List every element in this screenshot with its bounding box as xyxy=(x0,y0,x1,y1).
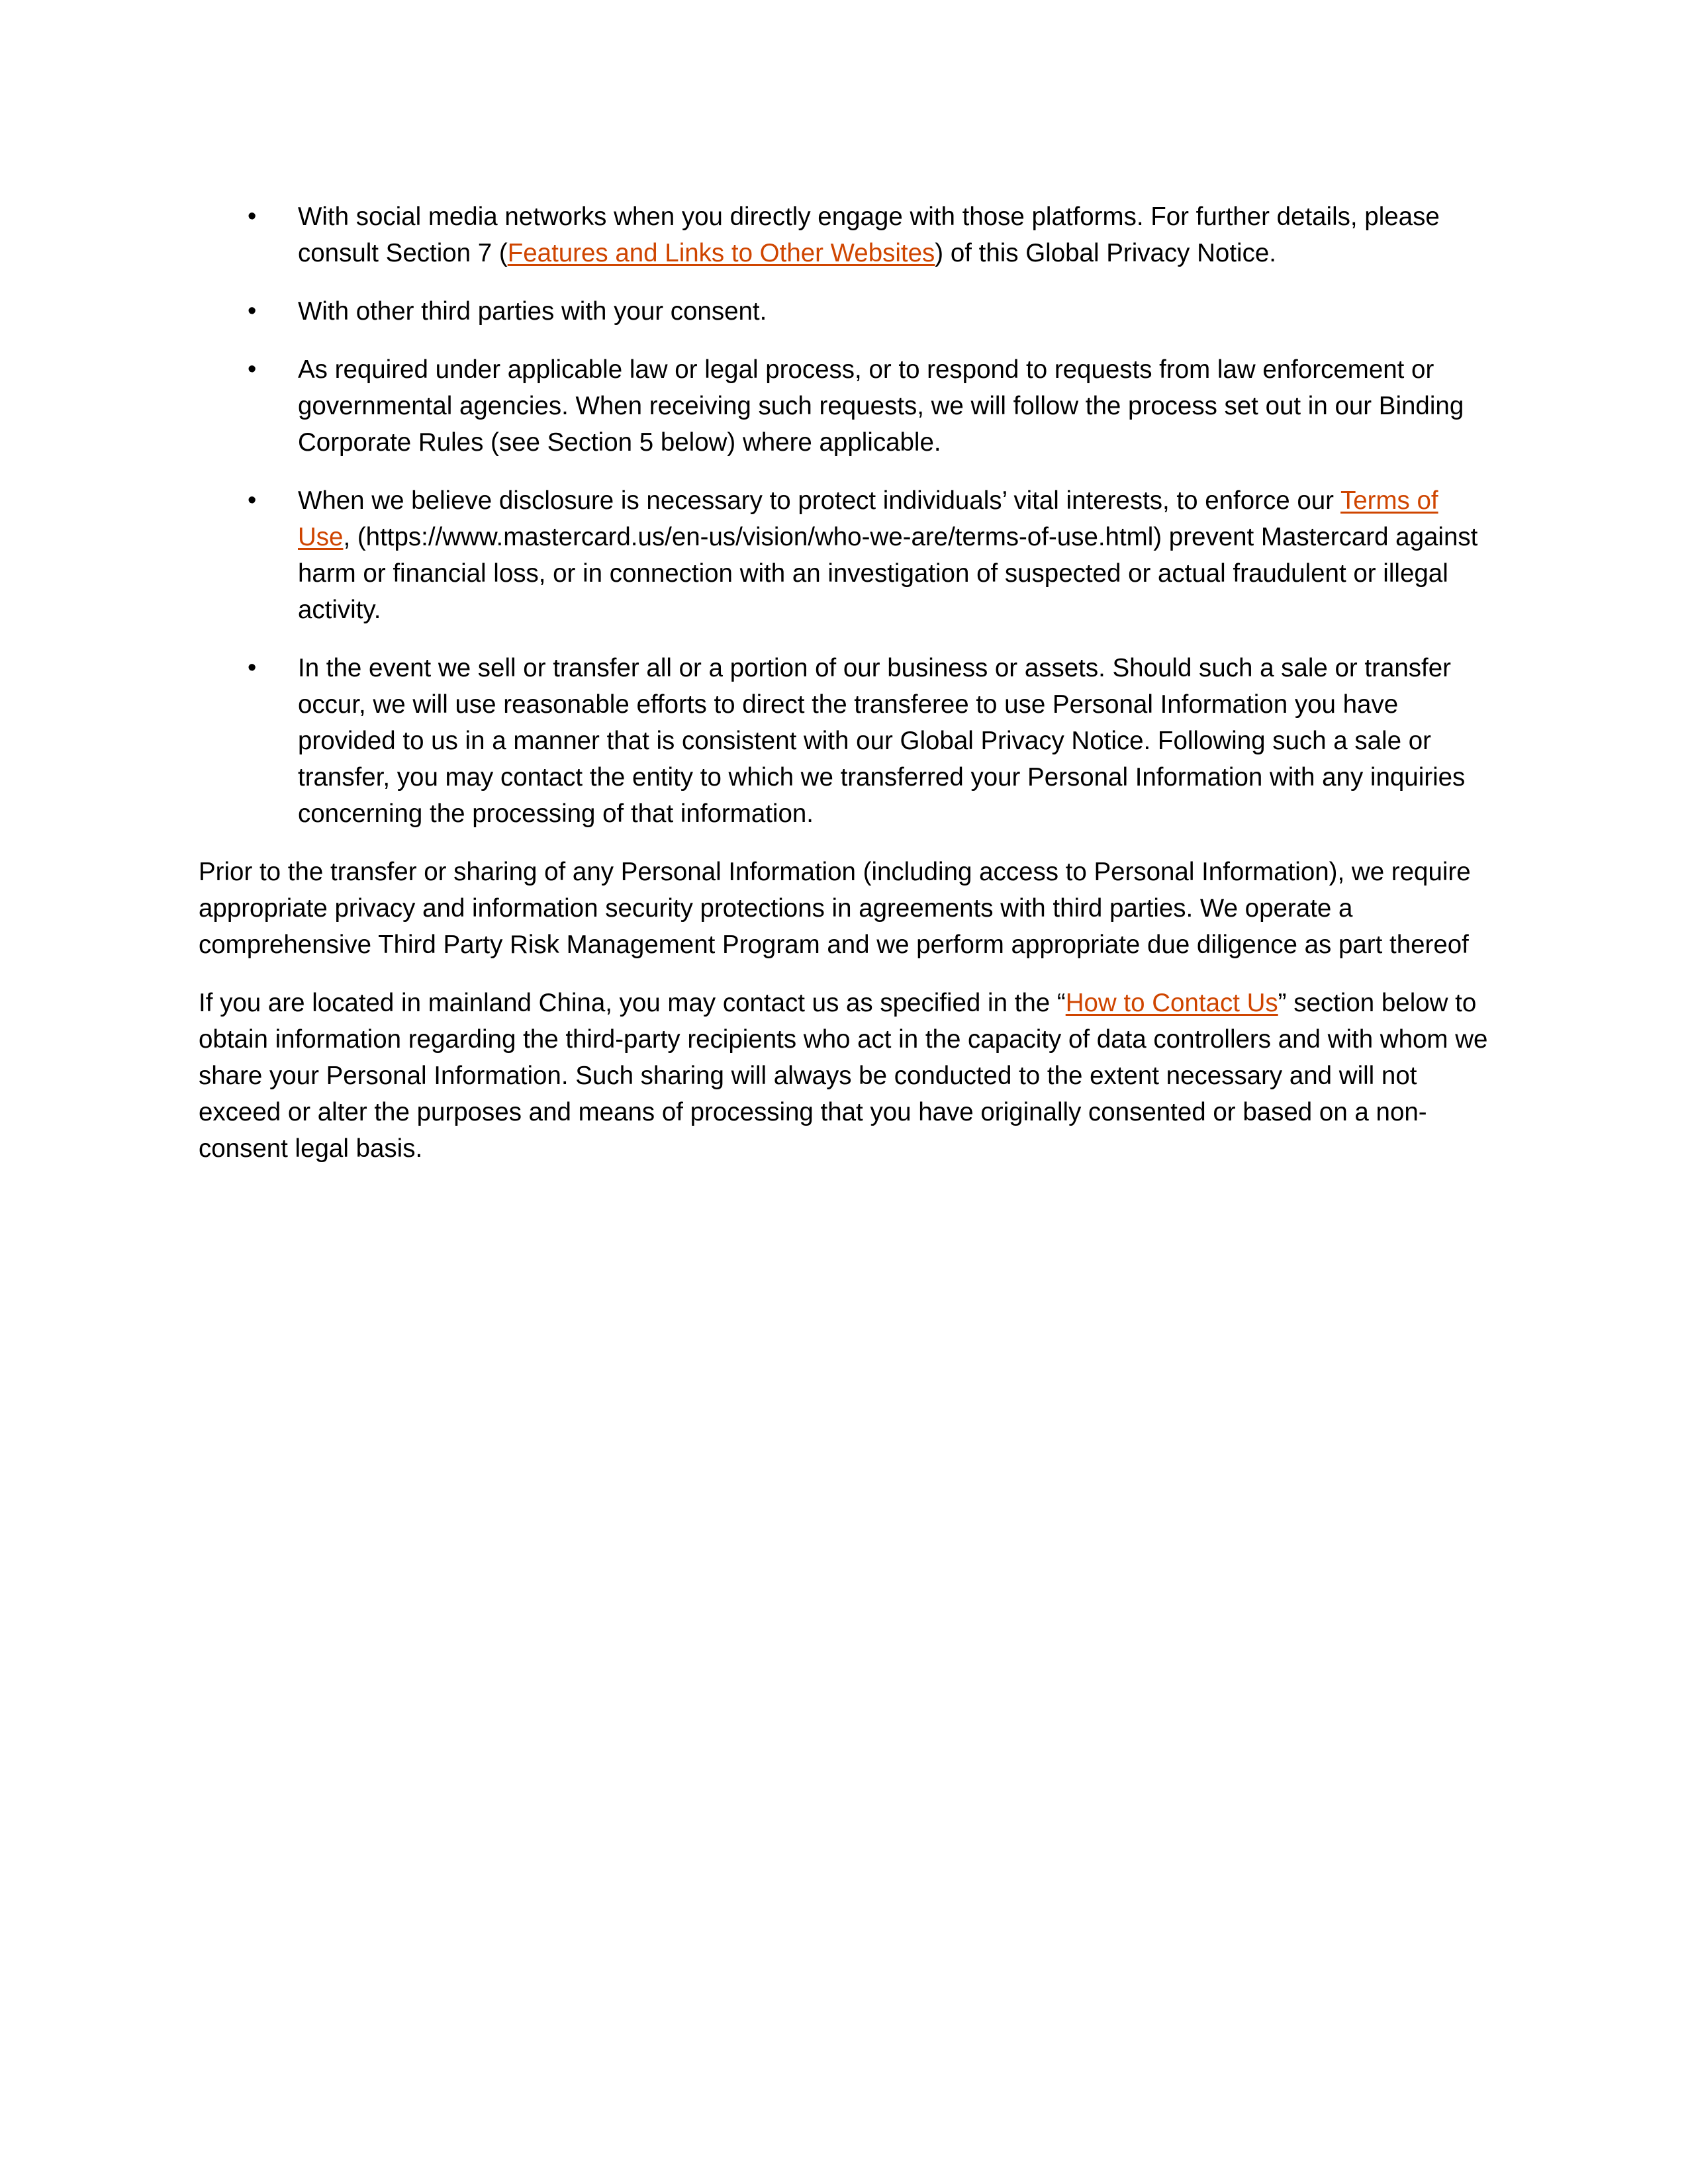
list-item-business-transfer xyxy=(199,650,1489,832)
bullet-dot-icon: • xyxy=(248,203,257,230)
list-item-legal-process xyxy=(199,351,1489,461)
disclosure-list xyxy=(199,199,1489,832)
paragraph-mainland-china xyxy=(199,985,1489,1167)
list-item-consent xyxy=(199,293,1489,330)
how-to-contact-us-link[interactable]: How to Contact Us xyxy=(1065,989,1278,1017)
list-item-text: With other third parties with your consent. xyxy=(298,297,767,326)
bullet-dot-icon: • xyxy=(248,297,257,325)
list-item-vital-interests xyxy=(199,482,1489,628)
list-item-text: When we believe disclosure is necessary to protect individuals’ vital interests, to enforce our xyxy=(298,486,1340,515)
list-item-social-media xyxy=(199,199,1489,271)
document-body xyxy=(199,199,1489,1189)
bullet-dot-icon: • xyxy=(248,654,257,682)
features-links-link[interactable]: Features and Links to Other Websites xyxy=(507,239,935,267)
terms-of-use-link[interactable]: Terms of Use xyxy=(298,486,1438,551)
list-item-text: With social media networks when you directly engage with those platforms. For further details, please consult Section 7 ( xyxy=(298,203,1440,267)
paragraph-text: If you are located in mainland China, you may contact us as specified in the “ xyxy=(199,989,1066,1017)
paragraph-third-party-protections: Prior to the transfer or sharing of any Personal Information (including access to Personal Information), we require appropriate privacy and information security protections in agreements with third parties. We operate a comprehensive Third Party Risk Management Program and we perform appropriate due diligence as part thereof xyxy=(199,858,1471,959)
list-item-text: As required under applicable law or legal process, or to respond to requests from law enforcement or governmental agencies. When receiving such requests, we will follow the process set out in our Binding Corporate Rules (see Section 5 below) where applicable. xyxy=(298,355,1464,457)
bullet-dot-icon: • xyxy=(248,486,257,514)
paragraph-text: ” section below to obtain information regarding the third-party recipients who act in the capacity of data controllers and with whom we share your Personal Information. Such sharing will always be conducted to the extent necessary and will not exceed or alter the purposes and means of processing that you have originally consented or based on a non-consent legal basis. xyxy=(199,989,1488,1163)
list-item-text: ) of this Global Privacy Notice. xyxy=(935,239,1276,267)
list-item-text: In the event we sell or transfer all or a portion of our business or assets. Should such a sale or transfer occur, we will use reasonable efforts to direct the transferee to use Personal Information you have provided to us in a manner that is consistent with our Global Privacy Notice. Following such a sale or transfer, you may contact the entity to which we transferred your Personal Information with any inquiries concerning the processing of that information. xyxy=(298,654,1466,828)
list-item-text: , (https://www.mastercard.us/en-us/vision/who-we-are/terms-of-use.html) prevent Mastercard against harm or financial loss, or in connection with an investigation of suspected or actual fraudulent or illegal activity. xyxy=(298,523,1478,624)
bullet-dot-icon: • xyxy=(248,355,257,383)
